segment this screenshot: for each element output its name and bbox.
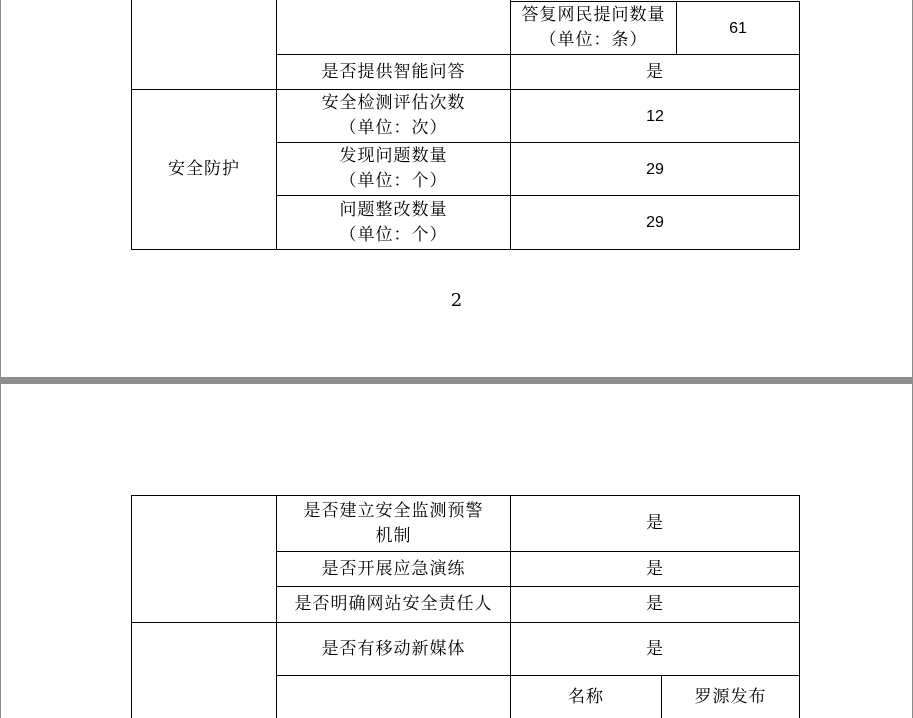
page-separator (0, 377, 913, 384)
new-media-value: 是 (646, 638, 664, 659)
new-media-label: 是否有移动新媒体 (321, 638, 466, 659)
name-header: 名称 (568, 686, 604, 707)
security-category: 安全防护 (168, 159, 240, 179)
reply-count-label-line1: 答复网民提问数量 (521, 5, 666, 25)
page-number: 2 (450, 290, 463, 311)
problems-fixed-label-line1: 问题整改数量 (339, 199, 448, 220)
emergency-drill-label: 是否开展应急演练 (321, 558, 466, 579)
reply-count-label (511, 2, 676, 54)
problems-found-label (277, 143, 510, 195)
security-check-unit: （单位：次） (339, 118, 448, 138)
reply-count-value: 61 (729, 19, 747, 37)
name-value: 罗源发布 (694, 686, 767, 707)
problems-found-value: 29 (646, 160, 664, 178)
monitor-warning-label-line2: 机制 (375, 525, 412, 546)
emergency-drill-value: 是 (646, 558, 664, 579)
problems-fixed-value: 29 (646, 214, 664, 231)
problems-fixed-label (277, 196, 510, 249)
problems-found-unit: （单位：个） (339, 171, 448, 191)
security-check-label-line1: 安全检测评估次数 (321, 93, 466, 113)
monitor-warning-label (277, 496, 510, 551)
reply-count-unit: （单位：条） (539, 30, 648, 50)
smart-qa-value: 是 (646, 61, 664, 82)
monitor-warning-value: 是 (646, 513, 664, 533)
problems-fixed-unit: （单位：个） (339, 224, 448, 245)
problems-found-label-line1: 发现问题数量 (339, 146, 448, 166)
security-responsible-value: 是 (646, 594, 664, 614)
smart-qa-label: 是否提供智能问答 (321, 61, 466, 82)
security-check-label (277, 90, 510, 142)
security-check-value: 12 (646, 107, 664, 125)
monitor-warning-label-line1: 是否建立安全监测预警 (303, 500, 484, 521)
security-responsible-label: 是否明确网站安全责任人 (294, 594, 493, 614)
